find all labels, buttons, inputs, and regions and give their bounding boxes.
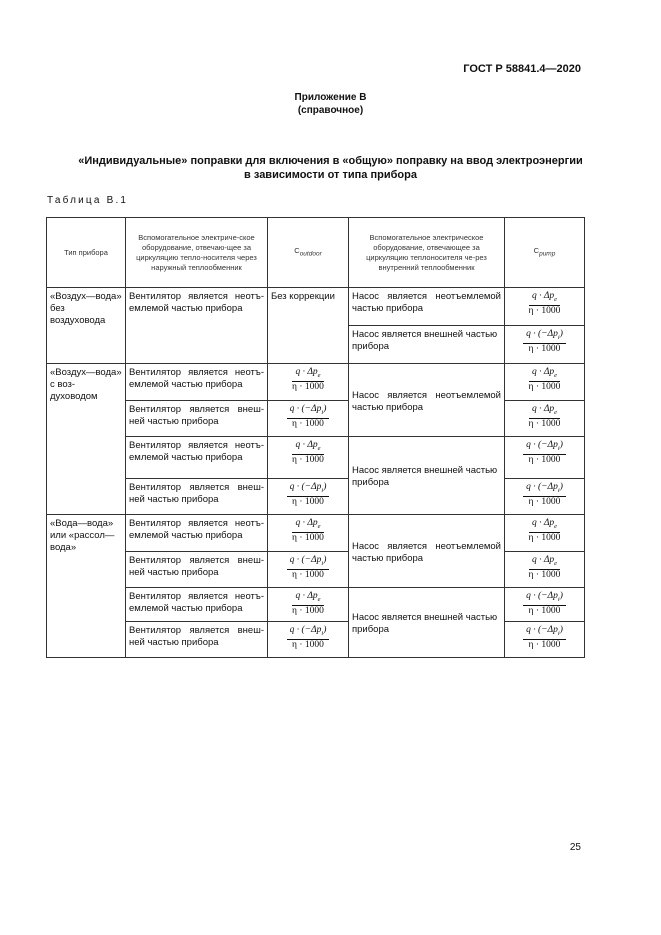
table-row xyxy=(47,479,585,515)
standard-number: ГОСТ Р 58841.4—2020 xyxy=(463,63,581,75)
fan-cell: Вентилятор является неотъ-емлемой частью прибора xyxy=(126,437,268,479)
table-header-row xyxy=(47,218,585,288)
pump-cell: Насос является неотъемлемой частью прибора xyxy=(349,515,505,588)
c-outdoor-cell xyxy=(268,515,349,552)
formula-e: $\frac{q \cdot \Delta p_e}{\eta \cdot 1000}$ xyxy=(528,555,561,580)
formula-e: $\frac{q \cdot \Delta p_e}{\eta \cdot 1000}$ xyxy=(292,591,324,616)
c-outdoor-cell xyxy=(268,552,349,588)
c-pump-cell xyxy=(505,437,585,479)
fan-cell: Вентилятор является внеш-ней частью прибора xyxy=(126,479,268,515)
fan-cell: Вентилятор является неотъ-емлемой частью прибора xyxy=(126,288,268,364)
table-row xyxy=(47,364,585,401)
c-pump-cell xyxy=(505,479,585,515)
formula-e: $\frac{q \cdot \Delta p_e}{\eta \cdot 1000}$ xyxy=(292,518,324,543)
formula-e: $\frac{q \cdot \Delta p_e}{\eta \cdot 1000}$ xyxy=(528,404,561,429)
formula-i: $\frac{q \cdot (-\Delta p_i)}{\eta \cdot 1000}$ xyxy=(523,482,566,508)
formula-e: $\frac{q \cdot \Delta p_e}{\eta \cdot 1000}$ xyxy=(528,291,561,316)
fan-cell: Вентилятор является неотъ-емлемой частью прибора xyxy=(126,515,268,552)
formula-i: $\frac{q \cdot (-\Delta p_i)}{\eta \cdot 1000}$ xyxy=(287,555,330,581)
c-outdoor-cell xyxy=(268,437,349,479)
type-cell: «Воздух—вода» с воз-духоводом xyxy=(47,364,126,515)
fan-cell: Вентилятор является неотъ-емлемой частью прибора xyxy=(126,588,268,622)
pump-cell: Насос является внешней частью прибора xyxy=(349,437,505,515)
header-c-pump: $C_{pump}$ xyxy=(505,218,585,288)
formula-e: $\frac{q \cdot \Delta p_e}{\eta \cdot 1000}$ xyxy=(292,367,324,392)
corrections-table xyxy=(46,217,585,658)
header-aux-outer: Вспомогательное электриче-ское оборудование, отвечаю-щее за циркуляцию тепло-носителя через наружный теплообменник xyxy=(126,218,268,288)
c-pump-cell xyxy=(505,515,585,552)
formula-i: $\frac{q \cdot (-\Delta p_i)}{\eta \cdot 1000}$ xyxy=(523,625,566,651)
table-row xyxy=(47,515,585,552)
header-c-outdoor: $C_{outdoor}$ xyxy=(268,218,349,288)
pump-cell: Насос является неотъемлемой частью прибора xyxy=(349,288,505,326)
title-line-2: в зависимости от типа прибора xyxy=(244,169,417,181)
pump-cell: Насос является неотъемлемой частью прибора xyxy=(349,364,505,437)
page-number: 25 xyxy=(569,842,581,853)
formula-i: $\frac{q \cdot (-\Delta p_i)}{\eta \cdot 1000}$ xyxy=(287,625,330,651)
formula-i: $\frac{q \cdot (-\Delta p_i)}{\eta \cdot 1000}$ xyxy=(287,482,330,508)
formula-i: $\frac{q \cdot (-\Delta p_i)}{\eta \cdot 1000}$ xyxy=(523,329,566,355)
fan-cell: Вентилятор является внеш-ней частью прибора xyxy=(126,401,268,437)
fan-cell: Вентилятор является внеш-ней частью прибора xyxy=(126,552,268,588)
c-pump-cell xyxy=(505,552,585,588)
c-pump-cell xyxy=(505,622,585,658)
c-pump-cell xyxy=(505,588,585,622)
table-row xyxy=(47,401,585,437)
c-outdoor-cell xyxy=(268,364,349,401)
c-pump-cell xyxy=(505,364,585,401)
table-label: Таблица В.1 xyxy=(47,195,129,206)
c-outdoor-cell xyxy=(268,588,349,622)
type-cell: «Вода—вода» или «рассол—вода» xyxy=(47,515,126,658)
table-row xyxy=(47,588,585,622)
appendix-title: Приложение В xyxy=(294,92,367,103)
table-row xyxy=(47,288,585,326)
c-pump-cell xyxy=(505,401,585,437)
formula-i: $\frac{q \cdot (-\Delta p_i)}{\eta \cdot 1000}$ xyxy=(523,591,566,617)
c-outdoor-cell xyxy=(268,401,349,437)
appendix-note: (справочное) xyxy=(297,105,364,116)
fan-cell: Вентилятор является внеш-ней частью прибора xyxy=(126,622,268,658)
c-outdoor-cell xyxy=(268,622,349,658)
pump-cell: Насос является внешней частью прибора xyxy=(349,588,505,658)
c-pump-cell xyxy=(505,288,585,326)
c-outdoor-cell: Без коррекции xyxy=(268,288,349,364)
fan-cell: Вентилятор является неотъ-емлемой частью прибора xyxy=(126,364,268,401)
document-title xyxy=(46,154,615,182)
formula-e: $\frac{q \cdot \Delta p_e}{\eta \cdot 1000}$ xyxy=(528,367,561,392)
title-line-1: «Индивидуальные» поправки для включения в «общую» поправку на ввод электроэнергии xyxy=(78,155,583,167)
c-pump-cell xyxy=(505,326,585,364)
formula-e: $\frac{q \cdot \Delta p_e}{\eta \cdot 1000}$ xyxy=(528,518,561,543)
formula-e: $\frac{q \cdot \Delta p_e}{\eta \cdot 1000}$ xyxy=(292,440,324,465)
table-row xyxy=(47,622,585,658)
formula-i: $\frac{q \cdot (-\Delta p_i)}{\eta \cdot 1000}$ xyxy=(287,404,330,430)
appendix-heading xyxy=(0,91,661,117)
table-row xyxy=(47,552,585,588)
formula-i: $\frac{q \cdot (-\Delta p_i)}{\eta \cdot 1000}$ xyxy=(523,440,566,466)
header-type: Тип прибора xyxy=(47,218,126,288)
pump-cell: Насос является внешней частью прибора xyxy=(349,326,505,364)
header-aux-inner: Вспомогательное электрическое оборудование, отвечающее за циркуляцию теплоносителя че-рез внутренний теплообменник xyxy=(349,218,505,288)
type-cell: «Воздух—вода» без воздуховода xyxy=(47,288,126,364)
c-outdoor-cell xyxy=(268,479,349,515)
table-row xyxy=(47,437,585,479)
